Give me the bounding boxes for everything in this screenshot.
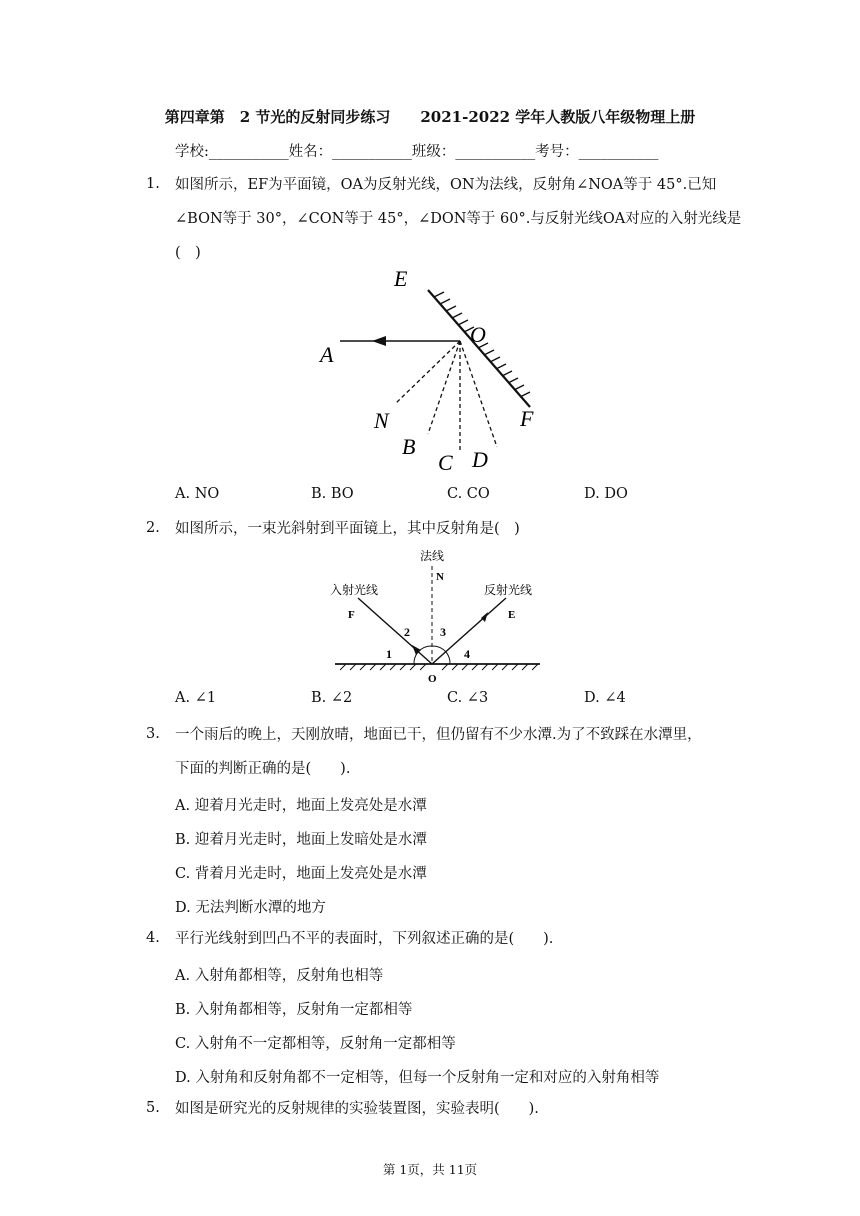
angle-3-arc: [432, 646, 446, 652]
question-4-option-c[interactable]: C. 入射角不一定都相等，反射角一定都相等: [175, 1036, 456, 1052]
label-c: C: [438, 450, 453, 475]
question-1-option-c[interactable]: C. CO: [447, 486, 490, 502]
label-reflected: 反射光线: [484, 583, 533, 597]
question-1-line-3: ( ): [175, 245, 201, 261]
label-e: E: [394, 266, 408, 291]
label-incident: 入射光线: [330, 583, 379, 597]
student-info-line: 学校:___________姓名：___________班级：___________考号：___________: [175, 144, 659, 160]
label-f: F: [348, 609, 355, 621]
question-3-option-c[interactable]: C. 背着月光走时，地面上发亮处是水潭: [175, 866, 427, 882]
mirror-hatching: [340, 664, 538, 670]
angle-2-arc: [418, 646, 432, 652]
question-2-number: 2.: [146, 520, 160, 536]
question-5-number: 5.: [146, 1100, 160, 1116]
question-1-number: 1.: [146, 176, 160, 192]
label-e: E: [508, 609, 516, 621]
label-o: O: [470, 322, 486, 347]
question-1-option-d[interactable]: D. DO: [584, 486, 628, 502]
label-n: N: [436, 571, 444, 583]
label-angle-3: 3: [440, 625, 446, 639]
question-4-option-d[interactable]: D. 入射角和反射角都不一定相等，但每一个反射角一定和对应的入射角相等: [175, 1070, 660, 1086]
question-3-line-2: 下面的判断正确的是( ).: [175, 761, 351, 777]
question-2-option-c[interactable]: C. ∠3: [447, 690, 489, 706]
label-n: N: [374, 408, 389, 433]
question-4-number: 4.: [146, 930, 160, 946]
question-5-text: 如图是研究光的反射规律的实验装置图，实验表明( ).: [175, 1101, 539, 1117]
label-angle-1: 1: [386, 647, 392, 661]
label-o: O: [428, 673, 437, 685]
question-1-option-b[interactable]: B. BO: [311, 486, 354, 502]
label-b: B: [402, 434, 416, 459]
question-3-option-a[interactable]: A. 迎着月光走时，地面上发亮处是水潭: [175, 798, 427, 814]
question-1-line-2: ∠BON等于 30°，∠CON等于 45°，∠DON等于 60°.与反射光线OA对应的入射光线是: [175, 211, 742, 227]
question-2-figure: [330, 540, 550, 690]
page-title: 第四章第 2 节光的反射同步练习 2021-2022 学年人教版八年级物理上册: [164, 108, 696, 126]
label-angle-4: 4: [464, 647, 470, 661]
label-d: D: [472, 447, 488, 472]
question-4-option-a[interactable]: A. 入射角都相等，反射角也相等: [175, 968, 384, 984]
question-3-option-b[interactable]: B. 迎着月光走时，地面上发暗处是水潭: [175, 832, 427, 848]
label-angle-2: 2: [404, 625, 410, 639]
reflected-arrow-icon: [481, 612, 488, 622]
page-footer: 第 1页，共 11页: [382, 1162, 478, 1177]
question-2-option-d[interactable]: D. ∠4: [584, 690, 626, 706]
ray-arrow-icon: [372, 336, 386, 346]
label-f: F: [520, 406, 534, 431]
question-3-line-1: 一个雨后的晚上，天刚放晴，地面已干，但仍留有不少水潭.为了不致踩在水潭里，: [175, 727, 702, 743]
label-normal: 法线: [420, 549, 445, 563]
question-1-line-1: 如图所示，EF为平面镜，OA为反射光线，ON为法线，反射角∠NOA等于 45°.已知: [175, 177, 717, 193]
question-3-option-d[interactable]: D. 无法判断水潭的地方: [175, 900, 326, 916]
question-2-text: 如图所示，一束光斜射到平面镜上，其中反射角是( ): [175, 521, 520, 537]
angle-4-arc: [446, 652, 450, 664]
question-3-number: 3.: [146, 726, 160, 742]
question-2-option-b[interactable]: B. ∠2: [311, 690, 353, 706]
question-4-option-b[interactable]: B. 入射角都相等，反射角一定都相等: [175, 1002, 413, 1018]
question-4-text: 平行光线射到凹凸不平的表面时，下列叙述正确的是( ).: [175, 931, 554, 947]
line-on: [395, 341, 460, 404]
line-ob: [428, 341, 460, 434]
question-1-option-a[interactable]: A. NO: [175, 486, 220, 502]
incident-ray: [358, 598, 432, 664]
question-2-option-a[interactable]: A. ∠1: [175, 690, 217, 706]
label-a: A: [320, 342, 334, 367]
line-od: [460, 341, 497, 447]
question-1-figure: [310, 262, 560, 482]
